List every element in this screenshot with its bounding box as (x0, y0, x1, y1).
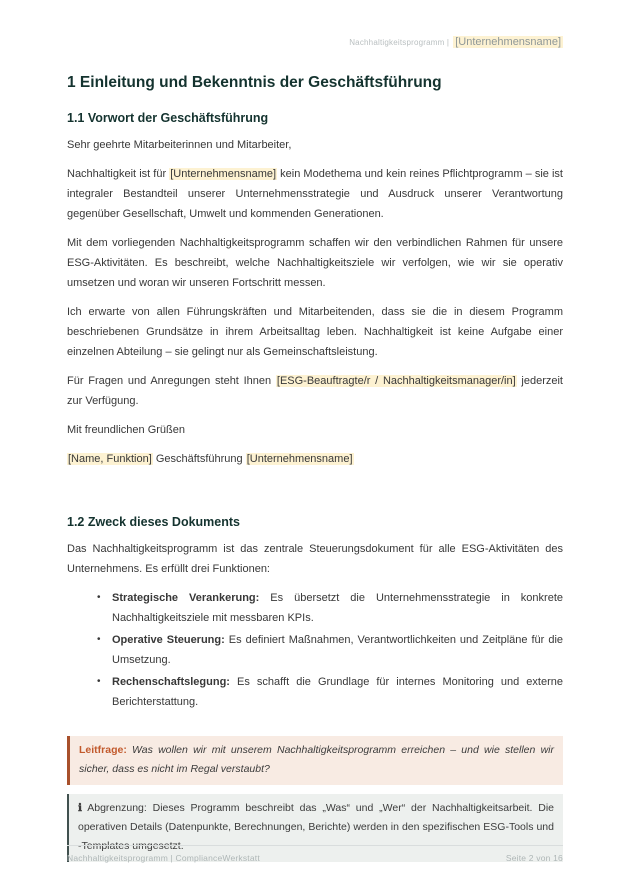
page-footer (67, 845, 563, 863)
functions-list (67, 588, 563, 712)
signature-line (67, 449, 563, 469)
bullet-text: Es schafft die Grundlage für internes Monitoring und externe Berichterstattung. (112, 675, 563, 708)
list-item (112, 672, 563, 712)
leitfrage-text: Was wollen wir mit unserem Nachhaltigkeitsprogramm erreichen – und wie stellen wir sicher, dass es nicht im Regal verstaubt? (79, 743, 554, 775)
name-placeholder: [Name, Funktion] (68, 452, 152, 465)
chapter-heading: 1 Einleitung und Bekenntnis der Geschäftsführung (67, 74, 442, 91)
paragraph-text: Nachhaltigkeit ist für (67, 167, 170, 180)
company-placeholder: [Unternehmensname] (246, 452, 353, 465)
signature-text: Geschäftsführung (152, 452, 246, 465)
section-1-2-intro: Das Nachhaltigkeitsprogramm ist das zentrale Steuerungsdokument für alle ESG-Aktivitäten des Unternehmens. Es erfüllt drei Funktionen: (67, 542, 563, 575)
header-doc-title: Nachhaltigkeitsprogramm | (349, 38, 450, 47)
paragraph-vorwort-3: Ich erwarte von allen Führungskräften und Mitarbeitenden, dass sie die in diesem Programm beschriebenen Grundsätze in ihrem Arbeitsalltag leben. Nachhaltigkeit ist keine Aufgabe einer einzelnen Abteilung – sie gelingt nur als Gemeinschaftsleistung. (67, 305, 563, 358)
paragraph-text: Für Fragen und Anregungen steht Ihnen (67, 374, 276, 387)
footer-page-number: Seite 2 von 16 (505, 853, 563, 863)
leitfrage-callout (67, 736, 563, 785)
abgrenzung-text: Abgrenzung: Dieses Programm beschreibt das „Was“ und „Wer“ der Nachhaltigkeitsarbeit. Die operativen Details (Datenpunkte, Berechnungen, Berichte) werden in den spezifischen ESG-Tools und -Templates umgesetzt. (78, 801, 554, 852)
page-header (67, 36, 563, 48)
bullet-text: Es übersetzt die Unternehmensstrategie in konkrete Nachhaltigkeitsziele mit messbaren KPIs. (112, 591, 563, 624)
section-1-1-heading: 1.1 Vorwort der Geschäftsführung (67, 110, 269, 125)
company-placeholder: [Unternehmensname] (170, 167, 277, 180)
bullet-text: Es definiert Maßnahmen, Verantwortlichkeiten und Zeitpläne für die Umsetzung. (112, 633, 564, 666)
paragraph-text: jederzeit zur Verfügung. (67, 374, 563, 407)
bullet-label: Strategische Verankerung: (112, 591, 260, 604)
bullet-label: Rechenschaftslegung: (112, 675, 230, 688)
paragraph-text: kein Modethema und kein reines Pflichtprogramm – sie ist integraler Bestandteil unserer Unternehmensstrategie und Ausdruck unserer Verantwortung gegenüber Gesellschaft, Umwelt und kommenden Generationen. (67, 167, 563, 220)
bullet-label: Operative Steuerung: (112, 633, 225, 646)
list-item (112, 588, 563, 628)
list-item (112, 630, 563, 670)
esg-role-placeholder: [ESG-Beauftragte/r / Nachhaltigkeitsmanager/in] (276, 374, 516, 387)
paragraph-vorwort-4 (67, 371, 563, 411)
header-company-placeholder: [Unternehmensname] (455, 36, 561, 48)
footer-doc-title: Nachhaltigkeitsprogramm | ComplianceWerkstatt (67, 853, 260, 863)
salutation: Sehr geehrte Mitarbeiterinnen und Mitarbeiter, (67, 138, 292, 151)
paragraph-vorwort-2: Mit dem vorliegenden Nachhaltigkeitsprogramm schaffen wir den verbindlichen Rahmen für unsere ESG-Aktivitäten. Es beschreibt, welche Nachhaltigkeitsziele wir verfolgen, wie wir sie operativ umsetzen und woran wir unseren Fortschritt messen. (67, 236, 563, 289)
paragraph-vorwort-1 (67, 164, 563, 224)
section-1-2-heading: 1.2 Zweck dieses Dokuments (67, 514, 240, 529)
closing-line: Mit freundlichen Grüßen (67, 423, 185, 436)
leitfrage-label: Leitfrage: (79, 743, 127, 756)
info-icon: ℹ (78, 801, 82, 814)
